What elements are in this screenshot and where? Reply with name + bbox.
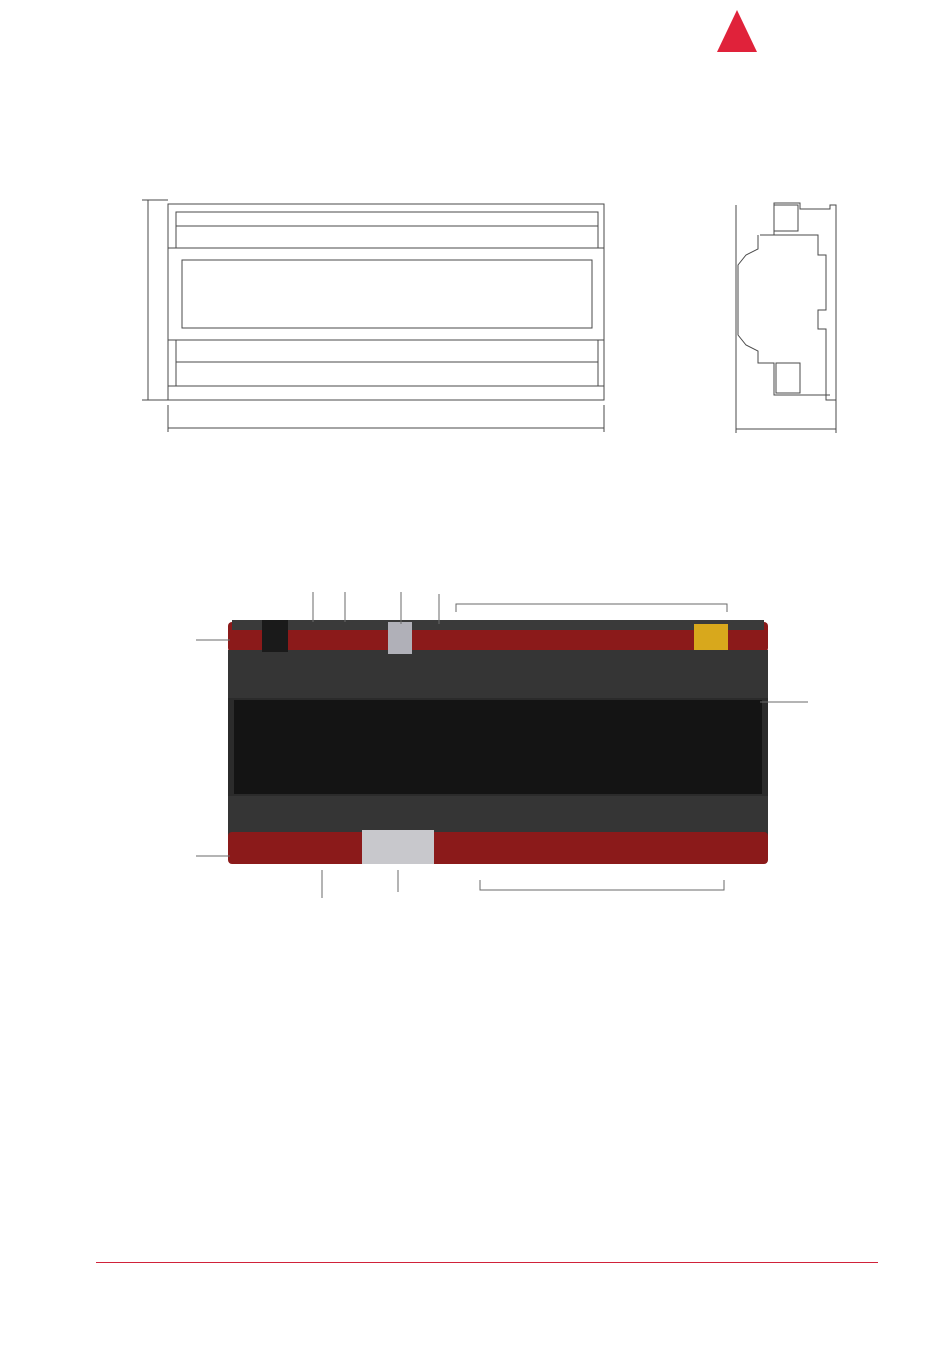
footer-rule (96, 1262, 878, 1263)
